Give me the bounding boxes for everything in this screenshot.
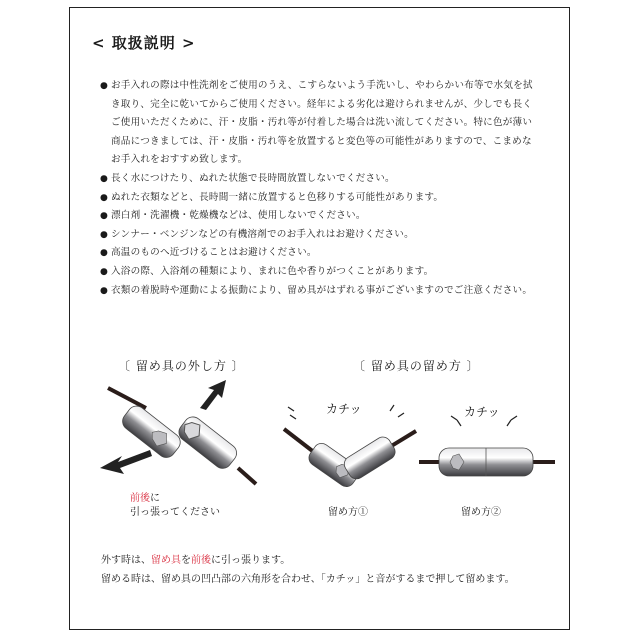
click-mark-icon <box>511 416 517 420</box>
attach-method-heading: 〔 留め具の留め方 〕 <box>353 359 480 373</box>
click-sound-label-1: カチッ <box>326 402 362 416</box>
instruction-card <box>69 7 570 630</box>
remove-caption <box>130 492 220 520</box>
click-mark-icon <box>390 405 394 411</box>
click-mark-icon <box>290 415 296 419</box>
remove-caption-suffix: に <box>150 493 160 504</box>
bullet-icon: ● <box>100 285 109 296</box>
remove-caption-line2: 引っ張ってください <box>130 507 220 518</box>
caution-item <box>100 282 538 301</box>
remove-caption-highlight: 前後 <box>130 493 150 504</box>
caution-item <box>100 170 538 189</box>
caution-text: お手入れの際は中性洗剤をご使用のうえ、こすらないよう手洗いし、やわらかい布等で水気を拭き取り、完全に乾いてからご使用ください。経年による劣化は避けられませんが、少しでも長くご使用いただくために、汗・皮脂・汚れ等が付着した場合は洗い流してください。特に色が薄い商品につきましては、汗・皮脂・汚れ等を放置すると変色等の可能性がありますので、こまめなお手入れをおすすめ致します。 <box>111 80 533 166</box>
bullet-icon: ● <box>100 229 109 240</box>
attach-clasp-figure-2 <box>417 406 557 486</box>
remove-method-heading: 〔 留め具の外し方 〕 <box>118 359 245 373</box>
pull-arrow-right-icon <box>200 380 226 410</box>
remove-clasp-figure <box>98 378 258 488</box>
click-mark-icon <box>457 420 461 426</box>
bullet-icon: ● <box>100 192 109 203</box>
footer-line-1 <box>101 551 541 570</box>
bullet-icon: ● <box>100 211 109 222</box>
caution-list <box>100 77 538 300</box>
bullet-icon: ● <box>100 81 109 91</box>
footer-text: 外す時は、 <box>101 555 151 566</box>
attach-clasp-figure-1 <box>282 403 417 503</box>
click-mark-icon <box>398 413 404 417</box>
click-mark-icon <box>507 420 511 426</box>
pull-arrow-left-icon <box>100 450 152 474</box>
footer-highlight: 留め具 <box>151 555 181 566</box>
attach-caption-1: 留め方① <box>328 507 368 518</box>
clasp-left-half <box>119 402 184 461</box>
caution-text: 衣類の着脱時や運動による振動により、留め具がはずれる事がございますのでご注意ください。 <box>111 284 533 296</box>
caution-item <box>100 263 538 282</box>
footer-highlight: 前後 <box>191 555 211 566</box>
clasp-right-half <box>175 413 240 472</box>
footer-line-2: 留める時は、留め具の凹凸部の六角形を合わせ、「カチッ」と音がするまで押して留めます。 <box>101 574 515 585</box>
caution-text: ぬれた衣類などと、長時間一緒に放置すると色移りする可能性があります。 <box>111 191 444 203</box>
cord-left <box>108 388 146 408</box>
click-mark-icon <box>288 407 294 411</box>
attach-caption-2: 留め方② <box>461 507 501 518</box>
page-title: < 取扱説明 > <box>92 34 196 52</box>
caution-text: シンナー・ベンジンなどの有機溶剤でのお手入れはお避けください。 <box>111 228 414 240</box>
footer-text: を <box>181 555 191 566</box>
caution-text: 漂白剤・洗濯機・乾燥機などは、使用しないでください。 <box>111 210 366 222</box>
caution-item <box>100 244 538 263</box>
caution-item <box>100 207 538 226</box>
bullet-icon: ● <box>100 266 109 277</box>
caution-text: 高温のものへ近づけることはお避けください。 <box>111 247 317 259</box>
bullet-icon: ● <box>100 173 109 184</box>
bullet-icon: ● <box>100 248 109 259</box>
caution-text: 入浴の際、入浴剤の種類により、まれに色や香りがつくことがあります。 <box>111 265 434 277</box>
click-mark-icon <box>451 416 457 420</box>
footer-text: に引っ張ります。 <box>211 555 291 566</box>
clasp-right-half <box>341 434 398 482</box>
click-sound-label-2: カチッ <box>464 405 500 419</box>
footer-instructions <box>101 551 541 589</box>
caution-item <box>100 226 538 245</box>
caution-text: 長く水につけたり、ぬれた状態で長時間放置しないでください。 <box>111 172 395 184</box>
cord-right <box>238 468 256 484</box>
caution-item <box>100 189 538 208</box>
caution-item <box>100 77 538 170</box>
